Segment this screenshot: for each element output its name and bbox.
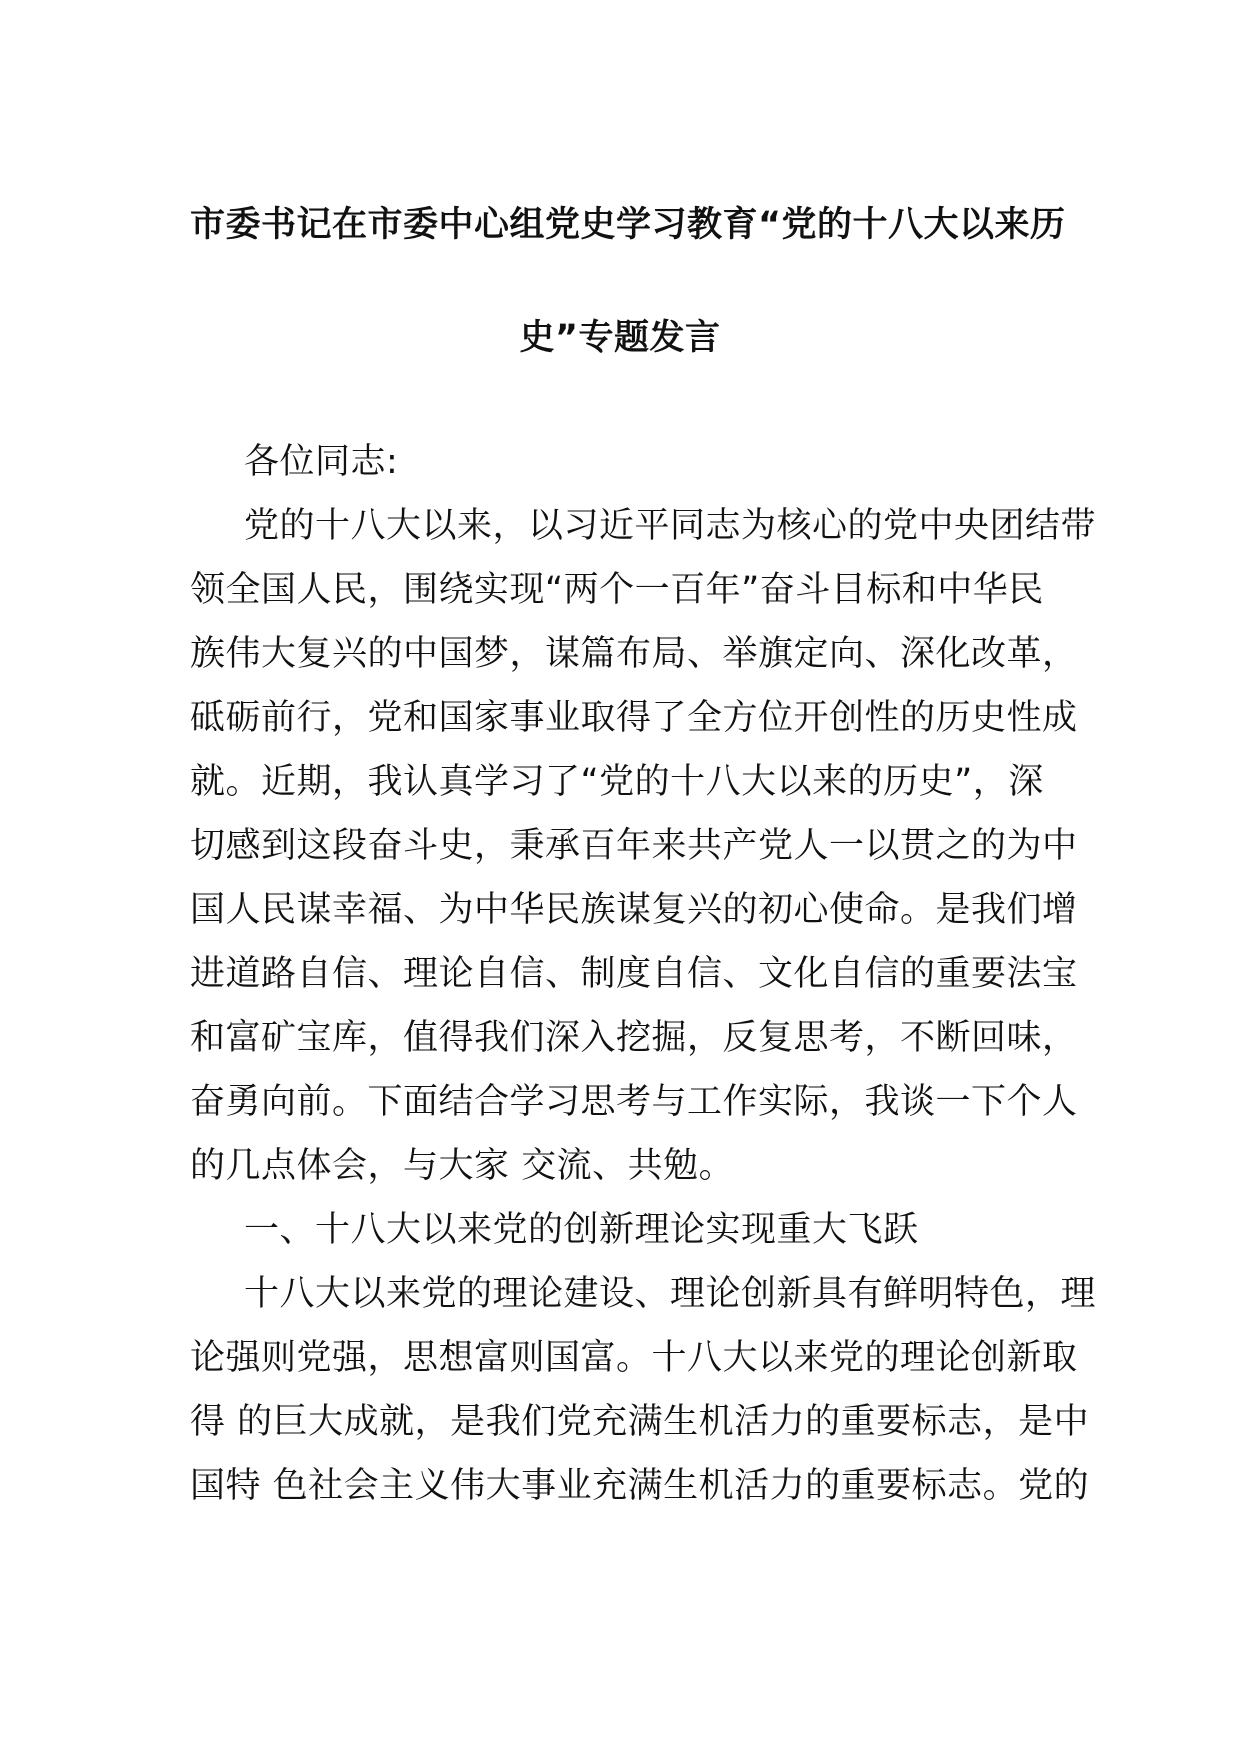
paragraph-1-line: 进道路自信、理论自信、制度自信、文化自信的重要法宝	[190, 954, 1078, 994]
paragraph-2-line: 国特 色社会主义伟大事业充满生机活力的重要标志。党的	[190, 1466, 1090, 1506]
paragraph-1-line: 和富矿宝库，值得我们深入挖掘，反复思考，不断回味，	[190, 1018, 1078, 1058]
paragraph-2-line: 十八大以来党的理论建设、理论创新具有鲜明特色，理	[244, 1274, 1097, 1314]
paragraph-1-line: 领全国人民，围绕实现“两个一百年”奋斗目标和中华民	[190, 570, 1044, 610]
paragraph-1-line: 砥砺前行，党和国家事业取得了全方位开创性的历史性成	[190, 698, 1078, 738]
document-title-line-2: 史”专题发言	[519, 318, 721, 358]
paragraph-1-line: 切感到这段奋斗史，秉承百年来共产党人一以贯之的为中	[190, 826, 1078, 866]
salutation-text: 各位同志:	[244, 442, 399, 482]
section-heading	[190, 1198, 1050, 1262]
document-body	[190, 430, 1097, 1518]
paragraph-1-line: 族伟大复兴的中国梦，谋篇布局、举旗定向、深化改革，	[190, 634, 1078, 674]
paragraph-1-line: 奋勇向前。下面结合学习思考与工作实际，我谈一下个人	[190, 1082, 1078, 1122]
paragraph-2-line: 论强则党强，思想富则国富。十八大以来党的理论创新取	[190, 1338, 1078, 1378]
paragraph-1-line: 的几点体会，与大家 交流、共勉。	[190, 1146, 735, 1186]
paragraph-1	[190, 494, 1097, 1198]
paragraph-1-line: 国人民谋幸福、为中华民族谋复兴的初心使命。是我们增	[190, 890, 1078, 930]
paragraph-1-line: 就。近期，我认真学习了“党的十八大以来的历史”，深	[190, 762, 1044, 802]
paragraph-2-line: 得 的巨大成就，是我们党充满生机活力的重要标志，是中	[190, 1402, 1090, 1442]
paragraph-1-line: 党的十八大以来，以习近平同志为核心的党中央团结带	[244, 506, 1097, 546]
document-title-line-1: 市委书记在市委中心组党史学习教育“党的十八大以来历	[190, 205, 1066, 245]
section-heading-text: 一、十八大以来党的创新理论实现重大飞跃	[244, 1210, 919, 1250]
paragraph-2	[190, 1262, 1097, 1518]
salutation	[190, 430, 1050, 494]
